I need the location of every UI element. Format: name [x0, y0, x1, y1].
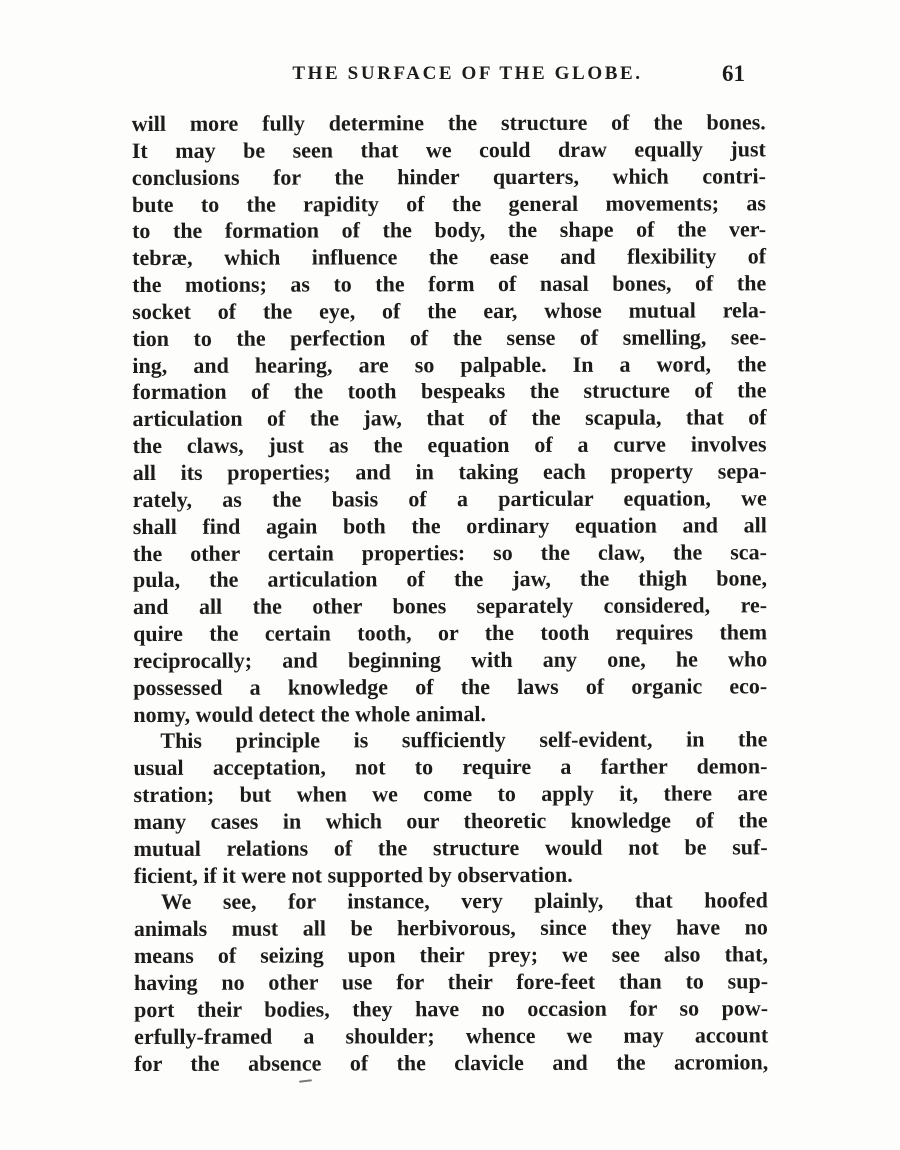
- text-line: socket of the eye, of the ear, whose mutual rela-: [132, 297, 767, 324]
- text-line: the motions; as to the form of nasal bones, of the: [132, 270, 767, 298]
- text-line: usual acceptation, not to require a farther demon-: [133, 753, 768, 781]
- text-line: This principle is sufficiently self-evident, in the: [160, 726, 768, 754]
- text-line: bute to the rapidity of the general movements; as: [131, 189, 767, 217]
- page-header: [140, 63, 765, 93]
- text-line: reciprocally; and beginning with any one, he who: [133, 646, 768, 673]
- text-line: We see, for instance, very plainly, that hoofed: [160, 887, 768, 915]
- text-line: articulation of the jaw, that of the scapula, that of: [132, 404, 767, 432]
- text-line: to the formation of the body, the shape of the ver-: [132, 216, 767, 244]
- text-line: for the absence of the clavicle and the acromion,: [134, 1048, 769, 1076]
- text-line: animals must all be herbivorous, since they have no: [133, 914, 768, 942]
- text-line: having no other use for their fore-feet than to sup-: [133, 968, 769, 995]
- text-line: formation of the tooth bespeaks the structure of the: [132, 377, 767, 405]
- text-line: shall find again both the ordinary equation and all: [132, 511, 767, 539]
- text-line: quire the certain tooth, or the tooth requires them: [133, 619, 768, 647]
- text-line: pula, the articulation of the jaw, the thigh bone,: [132, 565, 767, 593]
- text-line: It may be seen that we could draw equally just: [131, 136, 766, 163]
- text-line: will more fully determine the structure of the bones.: [131, 109, 766, 137]
- text-line: tebræ, which influence the ease and flexibility of: [132, 243, 767, 271]
- text-line: possessed a knowledge of the laws of organic eco-: [133, 673, 768, 700]
- text-line: nomy, would detect the whole animal.: [133, 700, 486, 727]
- text-line: ing, and hearing, are so palpable. In a word, the: [132, 350, 767, 378]
- text-line: all its properties; and in taking each property sepa-: [132, 458, 767, 485]
- text-line: conclusions for the hinder quarters, which contri-: [131, 163, 766, 190]
- text-line: mutual relations of the structure would not be suf-: [133, 834, 768, 861]
- text-line: ficient, if it were not supported by observation.: [133, 861, 573, 888]
- text-line: port their bodies, they have no occasion for so pow-: [134, 995, 769, 1022]
- text-line: rately, as the basis of a particular equation, we: [132, 485, 767, 512]
- text-line: the other certain properties: so the claw, the sca-: [132, 538, 767, 566]
- page-body: [132, 109, 769, 1077]
- running-title: THE SURFACE OF THE GLOBE.: [292, 63, 643, 84]
- text-line: means of seizing upon their prey; we see also that,: [133, 941, 768, 969]
- page-number: 61: [722, 61, 745, 86]
- text-line: stration; but when we come to apply it, there are: [133, 780, 768, 808]
- text-line: erfully-framed a shoulder; whence we may account: [134, 1022, 769, 1049]
- text-line: the claws, just as the equation of a curve involves: [132, 431, 767, 459]
- text-line: many cases in which our theoretic knowledge of the: [133, 807, 768, 834]
- text-line: tion to the perfection of the sense of smelling, see-: [132, 324, 767, 351]
- scan-artifact-dash: [299, 1079, 312, 1083]
- text-line: and all the other bones separately considered, re-: [133, 592, 768, 620]
